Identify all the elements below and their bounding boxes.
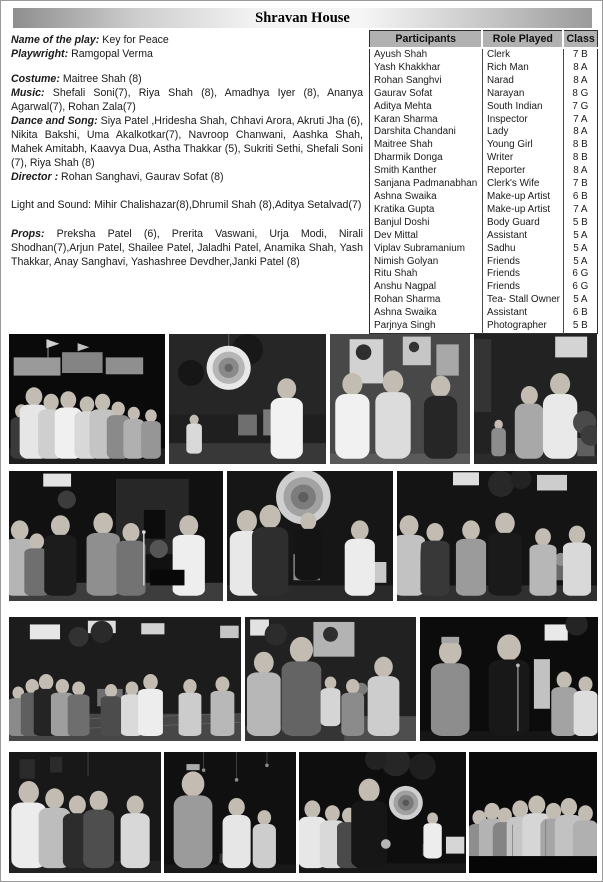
crowd-with-flags-scene bbox=[9, 334, 165, 464]
column-header: Class bbox=[563, 31, 597, 49]
stage-photo-image bbox=[9, 752, 161, 873]
cast-row bbox=[370, 217, 598, 230]
credit-text: Mihir Chalishazar(8),Dhrumil Shah (8),Aditya Setalvad(7) bbox=[94, 199, 362, 211]
cast-table bbox=[369, 30, 598, 334]
credit-line bbox=[11, 86, 363, 114]
role-cell: Inspector bbox=[482, 114, 563, 127]
role-cell: Clerk bbox=[482, 48, 563, 62]
stage-group-with-mic-scene bbox=[9, 471, 223, 601]
class-cell: 7 G bbox=[563, 101, 597, 114]
photo-row bbox=[9, 617, 598, 741]
participant-name-cell: Sanjana Padmanabhan bbox=[374, 178, 478, 190]
cast-row bbox=[370, 48, 598, 62]
stage-photo-image bbox=[9, 334, 165, 464]
cast-row bbox=[370, 114, 598, 127]
class-cell: 8 A bbox=[563, 126, 597, 139]
page-title-bar bbox=[13, 8, 592, 28]
cast-row bbox=[370, 62, 598, 75]
role-cell: Assistant bbox=[482, 307, 563, 320]
participant-name-cell: Karan Sharma bbox=[374, 113, 438, 125]
credit-line bbox=[11, 198, 363, 212]
class-cell: 8 A bbox=[563, 62, 597, 75]
class-cell: 7 B bbox=[563, 178, 597, 191]
cast-row bbox=[370, 268, 598, 281]
class-cell: 8 A bbox=[563, 165, 597, 178]
cast-lineup-scene bbox=[469, 752, 597, 873]
credit-line bbox=[11, 33, 363, 47]
seated-man-in-suit-scene bbox=[227, 471, 393, 601]
credit-label: Playwright: bbox=[11, 48, 69, 60]
stage-photo-image bbox=[164, 752, 296, 873]
stage-photo-image bbox=[299, 752, 466, 873]
role-cell: Young Girl bbox=[482, 139, 563, 152]
role-cell: Clerk's Wife bbox=[482, 178, 563, 191]
participant-name-cell: Ashna Swaika bbox=[374, 307, 437, 319]
photo-row bbox=[9, 471, 597, 601]
class-cell: 5 B bbox=[563, 320, 597, 333]
credit-label: Props: bbox=[11, 228, 45, 240]
cast-table-container bbox=[369, 30, 598, 334]
participant-name-cell: Gaurav Sofat bbox=[374, 87, 433, 99]
role-cell: Narayan bbox=[482, 88, 563, 101]
class-cell: 5 A bbox=[563, 294, 597, 307]
participant-name-cell: Dev Mittal bbox=[374, 229, 418, 241]
participant-name-cell: Parjnya Singh bbox=[374, 320, 436, 332]
participant-name-cell: Rohan Sharma bbox=[374, 294, 441, 306]
cast-row bbox=[370, 165, 598, 178]
role-cell: South Indian bbox=[482, 101, 563, 114]
class-cell: 6 B bbox=[563, 307, 597, 320]
credit-line bbox=[11, 227, 363, 269]
participant-name-cell: Yash Khakkhar bbox=[374, 61, 441, 73]
role-cell: Tea- Stall Owner bbox=[482, 294, 563, 307]
cast-table-header-row bbox=[370, 31, 598, 49]
role-cell: Friends bbox=[482, 268, 563, 281]
credit-text: Shefali Soni(7), Riya Shah (8), Amadhya Iyer (8), Ananya Agarwal(7), Rohan Zala(7) bbox=[11, 87, 363, 113]
credit-label: Director : bbox=[11, 171, 59, 183]
column-header: Participants bbox=[370, 31, 483, 49]
class-cell: 7 A bbox=[563, 114, 597, 127]
cast-row bbox=[370, 204, 598, 217]
stage-photo-image bbox=[245, 617, 416, 741]
role-cell: Photographer bbox=[482, 320, 563, 333]
foreground-group-scene bbox=[245, 617, 416, 741]
role-cell: Friends bbox=[482, 281, 563, 294]
credit-label: Music: bbox=[11, 87, 45, 99]
participant-name-cell: Banjul Doshi bbox=[374, 216, 430, 228]
three-girls-with-posters-scene bbox=[330, 334, 470, 464]
class-cell: 8 B bbox=[563, 139, 597, 152]
participant-name-cell: Dharmik Donga bbox=[374, 152, 443, 164]
role-cell: Assistant bbox=[482, 230, 563, 243]
participant-name-cell: Ritu Shah bbox=[374, 268, 418, 280]
stage-photo-image bbox=[397, 471, 597, 601]
photo-row bbox=[9, 752, 597, 873]
role-cell: Narad bbox=[482, 75, 563, 88]
participant-name-cell: Viplav Subramanium bbox=[374, 242, 465, 254]
class-cell: 6 G bbox=[563, 268, 597, 281]
stage-photo-image bbox=[227, 471, 393, 601]
participant-name-cell: Maitree Shah bbox=[374, 139, 433, 151]
cast-row bbox=[370, 230, 598, 243]
participant-name-cell: Ashna Swaika bbox=[374, 190, 437, 202]
cast-row bbox=[370, 256, 598, 269]
cast-row bbox=[370, 191, 598, 204]
cast-row bbox=[370, 88, 598, 101]
class-cell: 8 B bbox=[563, 152, 597, 165]
credit-text: Siya Patel ,Hridesha Shah, Chhavi Arora, Akruti Jha (6), Nikita Bakshi, Uma Akalkotkar(7), Navroop Chanwani, Aashka Shah, Mahek Amitabh, Kaavya Dua, Astha Thakkar (5), Sukriti Sethi, Shefali Soni (7), Riya Shah (8) bbox=[11, 115, 364, 169]
page-title: Shravan House bbox=[255, 10, 350, 26]
participant-name-cell: Ayush Shah bbox=[374, 49, 428, 60]
class-cell: 6 B bbox=[563, 191, 597, 204]
credit-text: Ramgopal Verma bbox=[71, 48, 153, 60]
class-cell: 6 G bbox=[563, 281, 597, 294]
wide-group-shanti-sadan-scene bbox=[9, 617, 241, 741]
stage-photo-image bbox=[9, 617, 241, 741]
inspector-and-suited-man-scene bbox=[420, 617, 598, 741]
cast-row bbox=[370, 178, 598, 191]
role-cell: Body Guard bbox=[482, 217, 563, 230]
credit-text: Key for Peace bbox=[102, 34, 169, 46]
stage-photo-image bbox=[420, 617, 598, 741]
cast-row bbox=[370, 101, 598, 114]
role-cell: Make-up Artist bbox=[482, 204, 563, 217]
participant-name-cell: Aditya Mehta bbox=[374, 100, 432, 112]
participant-name-cell: Kratika Gupta bbox=[374, 203, 435, 215]
credit-line bbox=[11, 47, 363, 61]
class-cell: 8 G bbox=[563, 88, 597, 101]
officer-handshake-scene bbox=[164, 752, 296, 873]
role-cell: Friends bbox=[482, 256, 563, 269]
stage-photo-image bbox=[9, 471, 223, 601]
stage-photo-image bbox=[474, 334, 597, 464]
participant-name-cell: Darshita Chandani bbox=[374, 126, 456, 138]
participant-name-cell: Nimish Golyan bbox=[374, 255, 439, 267]
credit-label: Dance and Song: bbox=[11, 115, 98, 127]
credit-line bbox=[11, 170, 363, 184]
credit-text: Rohan Sanghavi, Gaurav Sofat (8) bbox=[61, 171, 224, 183]
participant-name-cell: Anshu Nagpal bbox=[374, 281, 437, 293]
class-cell: 7 B bbox=[563, 48, 597, 62]
play-credits-block bbox=[11, 33, 363, 269]
role-cell: Sadhu bbox=[482, 243, 563, 256]
cast-row bbox=[370, 320, 598, 333]
credit-text: Preksha Patel (6), Prerita Vaswani, Urja Modi, Nirali Shodhan(7),Arjun Patel, Shailee Patel, Jaladhi Patel, Anamika Shah, Yash Thakkar, Anay Sanghavi, Yashashree Devdher,Janki Patel (8) bbox=[11, 228, 363, 268]
credit-label: Light and Sound: bbox=[11, 199, 92, 211]
credit-line bbox=[11, 72, 363, 86]
gong-and-boy-in-white-scene bbox=[169, 334, 326, 464]
suited-man-spiral-backdrop-scene bbox=[299, 752, 466, 873]
group-with-sari-lady-scene bbox=[397, 471, 597, 601]
credit-text: Maitree Shah (8) bbox=[62, 73, 142, 85]
family-group-brick-wall-scene bbox=[9, 752, 161, 873]
role-cell: Writer bbox=[482, 152, 563, 165]
class-cell: 5 A bbox=[563, 243, 597, 256]
cast-row bbox=[370, 294, 598, 307]
cast-row bbox=[370, 152, 598, 165]
cast-row bbox=[370, 139, 598, 152]
stage-photo-image bbox=[330, 334, 470, 464]
stage-photo-image bbox=[469, 752, 597, 873]
stage-photo-image bbox=[169, 334, 326, 464]
participant-name-cell: Rohan Sanghvi bbox=[374, 74, 442, 86]
cast-row bbox=[370, 243, 598, 256]
credit-label: Name of the play: bbox=[11, 34, 100, 46]
class-cell: 8 A bbox=[563, 75, 597, 88]
class-cell: 5 A bbox=[563, 256, 597, 269]
cast-row bbox=[370, 75, 598, 88]
role-cell: Lady bbox=[482, 126, 563, 139]
credit-line bbox=[11, 114, 363, 170]
credit-label: Costume: bbox=[11, 73, 60, 85]
photo-row bbox=[9, 334, 597, 464]
cast-row bbox=[370, 281, 598, 294]
class-cell: 7 A bbox=[563, 204, 597, 217]
class-cell: 5 A bbox=[563, 230, 597, 243]
role-cell: Make-up Artist bbox=[482, 191, 563, 204]
column-header: Role Played bbox=[482, 31, 563, 49]
role-cell: Reporter bbox=[482, 165, 563, 178]
narad-with-garland-scene bbox=[474, 334, 597, 464]
class-cell: 5 B bbox=[563, 217, 597, 230]
participant-name-cell: Smith Kanther bbox=[374, 165, 437, 177]
cast-row bbox=[370, 307, 598, 320]
cast-row bbox=[370, 126, 598, 139]
role-cell: Rich Man bbox=[482, 62, 563, 75]
